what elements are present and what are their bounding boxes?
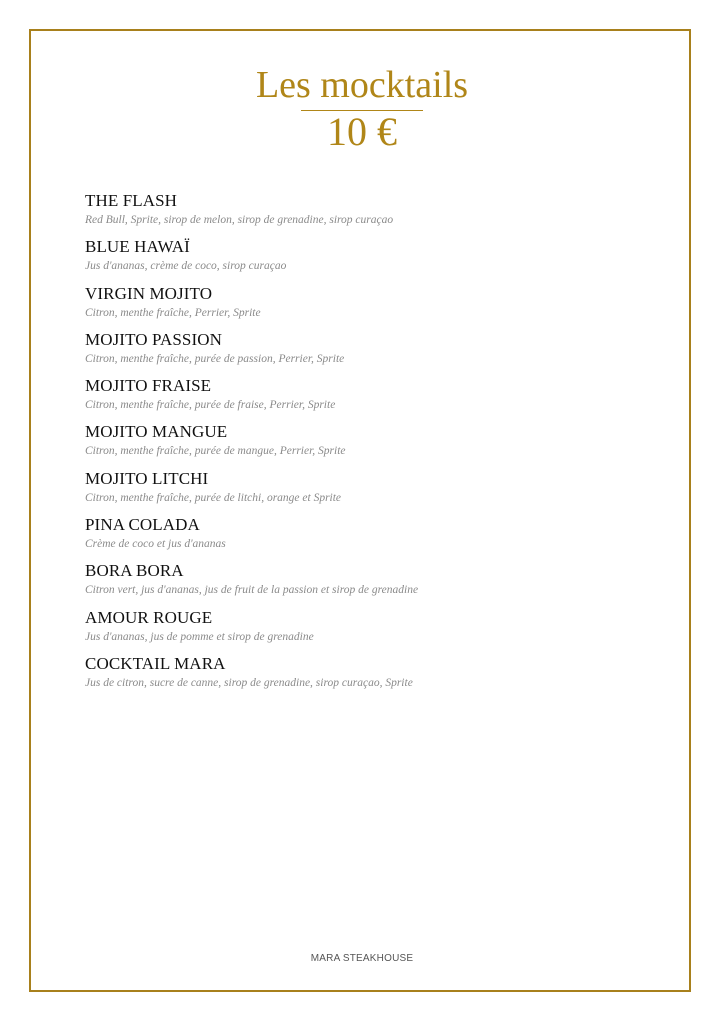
menu-item-description: Citron, menthe fraîche, Perrier, Sprite: [85, 306, 261, 319]
menu-item-mojito-passion: [85, 329, 665, 375]
menu-item-name: MOJITO FRAISE: [85, 376, 212, 396]
menu-item-the-flash: [85, 190, 665, 236]
menu-item-description: Citron, menthe fraîche, purée de fraise, Perrier, Sprite: [85, 399, 336, 412]
menu-item-pina-colada: [85, 514, 665, 560]
menu-item-virgin-mojito: [85, 283, 665, 329]
menu-item-name: PINA COLADA: [85, 515, 200, 535]
menu-item-description: Citron, menthe fraîche, purée de passion, Perrier, Sprite: [85, 352, 345, 365]
menu-item-bora-bora: [85, 560, 665, 606]
menu-item-mojito-mangue: [85, 421, 665, 467]
menu-item-amour-rouge: [85, 607, 665, 653]
menu-item-name: VIRGIN MOJITO: [85, 283, 213, 303]
restaurant-footer: MARA STEAKHOUSE: [310, 953, 414, 964]
menu-item-description: Citron, menthe fraîche, purée de litchi, orange et Sprite: [85, 491, 342, 504]
menu-item-cocktail-mara: [85, 653, 665, 699]
menu-item-name: BLUE HAWAÏ: [85, 237, 190, 257]
menu-item-name: MOJITO PASSION: [85, 329, 222, 349]
menu-item-description: Citron vert, jus d'ananas, jus de fruit de la passion et sirop de grenadine: [85, 584, 419, 597]
menu-list: [85, 190, 665, 699]
menu-item-description: Jus de citron, sucre de canne, sirop de grenadine, sirop curaçao, Sprite: [85, 676, 413, 689]
menu-item-mojito-fraise: [85, 375, 665, 421]
menu-item-name: THE FLASH: [85, 191, 178, 210]
menu-item-name: COCKTAIL MARA: [85, 653, 226, 673]
menu-item-description: Jus d'ananas, jus de pomme et sirop de grenadine: [85, 630, 314, 643]
menu-item-name: BORA BORA: [85, 561, 184, 581]
menu-item-name: AMOUR ROUGE: [85, 607, 213, 627]
menu-item-description: Jus d'ananas, crème de coco, sirop curaçao: [85, 260, 287, 273]
menu-item-description: Crème de coco et jus d'ananas: [85, 538, 226, 551]
menu-item-blue-hawai: [85, 236, 665, 282]
menu-item-description: Citron, menthe fraîche, purée de mangue, Perrier, Sprite: [85, 445, 346, 458]
menu-price: 10 €: [327, 109, 397, 154]
menu-item-description: Red Bull, Sprite, sirop de melon, sirop de grenadine, sirop curaçao: [85, 214, 394, 226]
menu-title: Les mocktails: [255, 64, 469, 106]
menu-item-mojito-litchi: [85, 468, 665, 514]
menu-item-name: MOJITO MANGUE: [85, 422, 228, 442]
menu-item-name: MOJITO LITCHI: [85, 468, 209, 488]
